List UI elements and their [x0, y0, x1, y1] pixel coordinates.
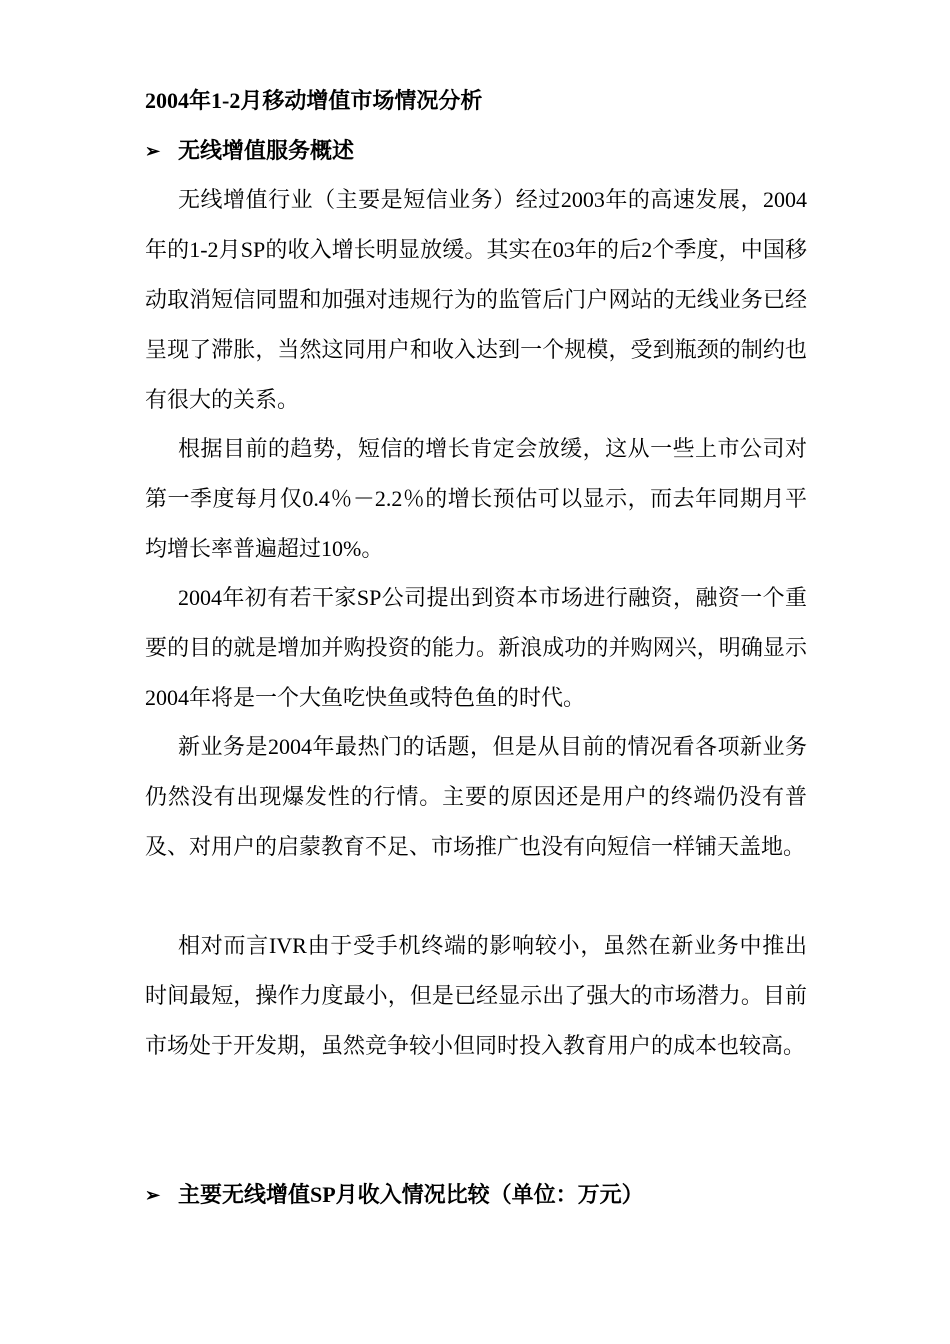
paragraph-5: 相对而言IVR由于受手机终端的影响较小，虽然在新业务中推出时间最短，操作力度最小，但是已经显示出了强大的市场潜力。目前市场处于开发期，虽然竞争较小但同时投入教育用户的成本也较高。: [145, 933, 807, 1058]
section-heading-overview: [145, 136, 354, 166]
paragraph-4: 新业务是2004年最热门的话题，但是从目前的情况看各项新业务仍然没有出现爆发性的行情。主要的原因还是用户的终端仍没有普及、对用户的启蒙教育不足、市场推广也没有向短信一样铺天盖地。: [145, 734, 807, 859]
arrow-bullet-icon: ➢: [145, 1185, 161, 1205]
section-heading-text: 无线增值服务概述: [178, 138, 355, 163]
paragraph-2: 根据目前的趋势，短信的增长肯定会放缓，这从一些上市公司对第一季度每月仅0.4％－2.2％的增长预估可以显示，而去年同期月平均增长率普遍超过10%。: [145, 436, 807, 561]
paragraph-1: 无线增值行业（主要是短信业务）经过2003年的高速发展，2004年的1-2月SP的收入增长明显放缓。其实在03年的后2个季度，中国移动取消短信同盟和加强对违规行为的监管后门户网站的无线业务已经呈现了滞胀，当然这同用户和收入达到一个规模，受到瓶颈的制约也有很大的关系。: [145, 187, 807, 412]
section-heading-revenue: [145, 1180, 644, 1210]
paragraph-3: 2004年初有若干家SP公司提出到资本市场进行融资，融资一个重要的目的就是增加并购投资的能力。新浪成功的并购网兴，明确显示2004年将是一个大鱼吃快鱼或特色鱼的时代。: [145, 585, 807, 710]
section-heading-text: 主要无线增值SP月收入情况比较（单位：万元）: [178, 1182, 644, 1207]
document-title: 2004年1-2月移动增值市场情况分析: [145, 88, 483, 113]
arrow-bullet-icon: ➢: [145, 141, 161, 161]
